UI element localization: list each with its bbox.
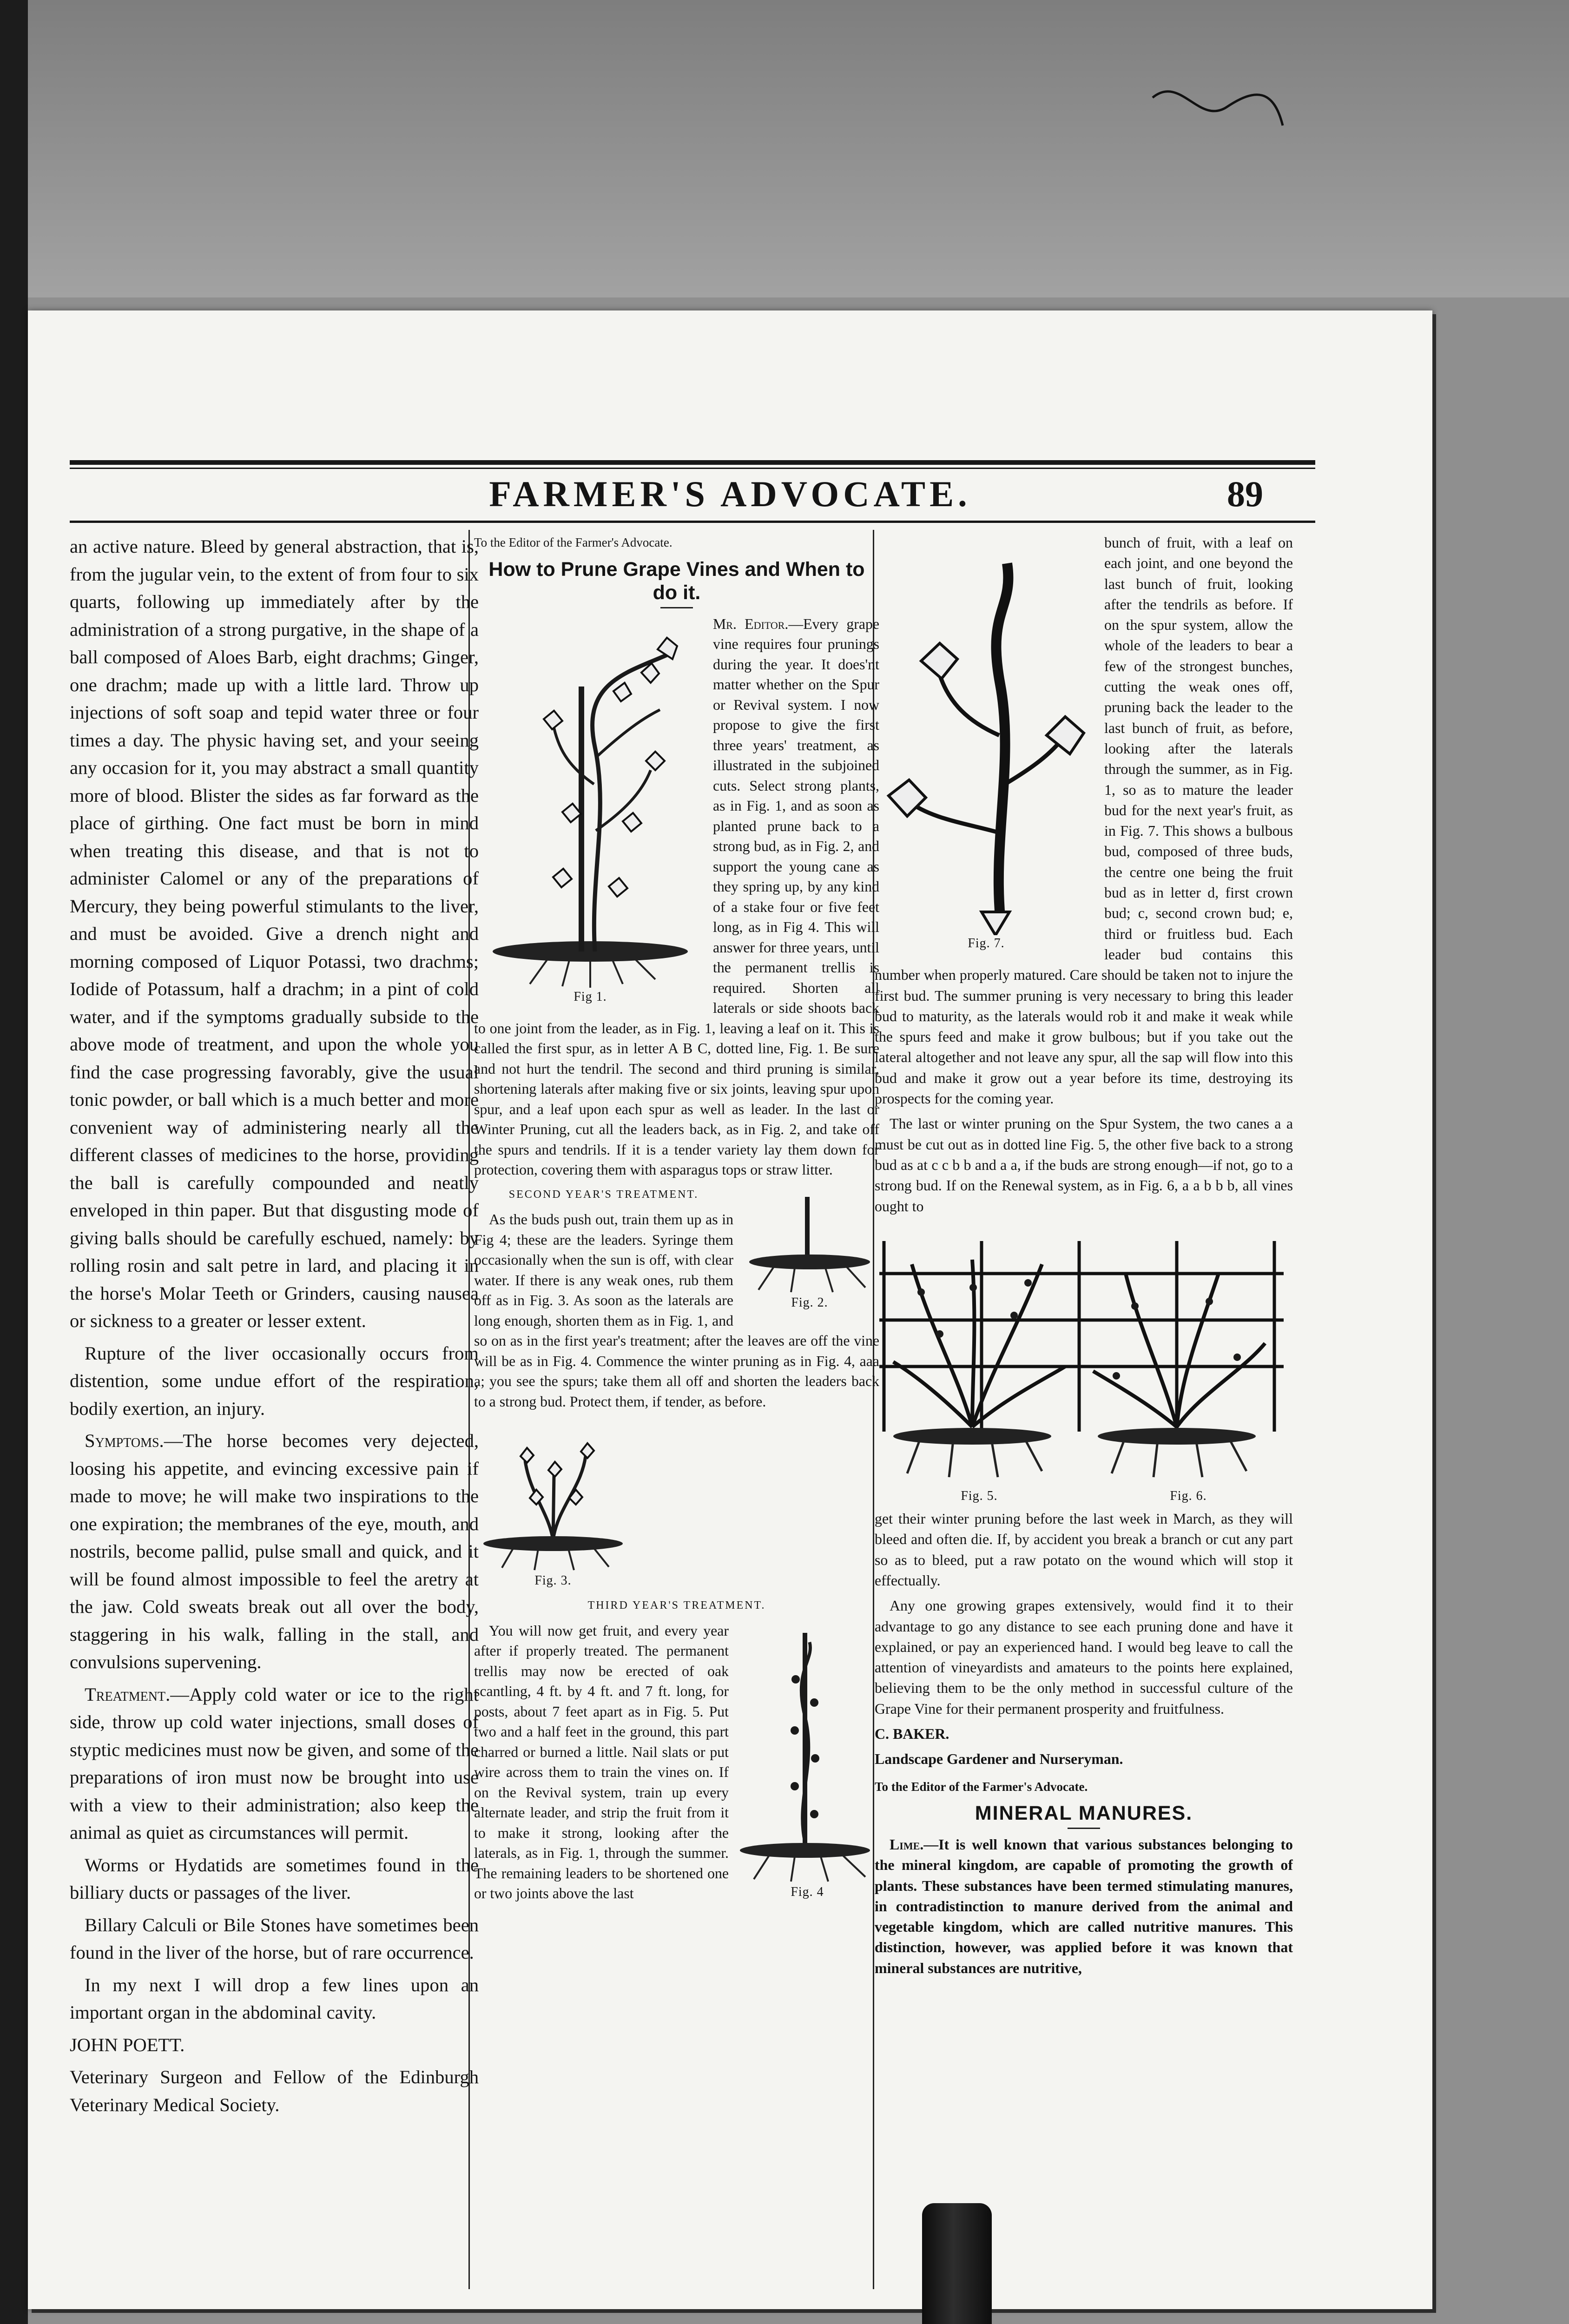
author-title: Landscape Gardener and Nurseryman. <box>875 1751 1123 1768</box>
header-rule <box>70 468 1315 469</box>
paragraph: Rupture of the liver occasionally occurs from distention, some undue effort of the respiration, bodily exertion, an injury. <box>70 1342 479 1419</box>
paragraph-text: As the buds push out, train them up as in Fig 4; these are the leaders. Syringe them occasionally when the sun is off, with clear water. If there is any weak ones, rub them off as in Fig. 3. As soon as the laterals are long enough, shorten them as in Fig. 1, and so on as in the first year's treatment; after the leaves are off the vine will be as in Fig. 4. Commence the winter pruning as in Fig. 4, aaa a; you see the spurs; take them all off and shorten the leaders back to a strong bud. Protect them, if tender, as before. <box>474 1211 879 1410</box>
run-in-head: Lime. <box>890 1836 924 1853</box>
column-veterinary <box>70 533 479 2308</box>
figure-caption: Fig. 7. <box>968 936 1005 951</box>
scan-background-top <box>28 0 1569 297</box>
author-signature: JOHN POETT. <box>70 2034 185 2055</box>
figure-7 <box>875 535 1098 951</box>
staked-vine-illustration <box>735 1624 879 1884</box>
paragraph: In my next I will drop a few lines upon an important organ in the abdominal cavity. <box>70 1974 479 2023</box>
figure-caption: Fig 1. <box>574 989 607 1004</box>
title-rule <box>660 607 693 608</box>
newspaper-page <box>28 310 1432 2309</box>
figure-3 <box>474 1419 632 1588</box>
page-clip <box>922 2203 992 2324</box>
trellis-illustration <box>875 1222 1293 1483</box>
figure-caption: Fig. 2. <box>791 1295 828 1310</box>
paragraph: an active nature. Bleed by general abstraction, that is, from the jugular vein, to the extent of from four to six quarts, following up immediately after by the administration of a strong purgative, in the shape of a ball composed of Aloes Barb, eight drachms; Ginger, one drachm; made up with a little lard. Throw up injections of soft soap and tepid water three or four times a day. The physic having set, and your seeing any occasion for it, you may abstract a small quantity more of blood. Blister the sides as far forward as the place of girthing. One fact must be born in mind when treating this disease, and that is not to administer Calomel or any of the preparations of Mercury, they being powerful stimulants to the liver, and must be avoided. Give a drench night and morning composed of Liquor Potassi, two drachms; Iodide of Potassum, half a drachm; in a pint of cold water, and if the symptoms gradually subside to the above mode of treatment, and upon the whole you find the case progressing favorably, give the usual tonic powder, or ball which is a much better and more convenient way of administering nearly all the different classes of medicines to the horse, providing the ball is carefully compounded and neatly enveloped in thin paper. But that disgusting mode of giving balls should be carefully eschued, namely: by rolling rosin and salt petre in lard, and placing it in the horse's Molar Teeth or Grinders, causing nausea or sickness to a greater or lesser extent. <box>70 536 479 1331</box>
run-in-head: Mr. Editor. <box>713 615 789 632</box>
masthead-title: FARMER'S ADVOCATE. <box>489 474 971 514</box>
title-rule <box>1068 1828 1100 1829</box>
article-title: How to Prune Grape Vines and When to do it. <box>488 558 865 604</box>
author-title: Veterinary Surgeon and Fellow of the Edinburgh Veterinary Medical Society. <box>70 2067 479 2115</box>
column-grape-pruning <box>474 533 879 2308</box>
figure-caption: Fig. 4 <box>791 1884 824 1899</box>
paragraph: get their winter pruning before the last week in March, as they will bleed and often die. If, by accident you break a branch or cut any part so as to bleed, put a raw potato on the wound which will stop it effectually. <box>875 1511 1293 1589</box>
figure-4 <box>735 1624 879 1900</box>
scratch-mark <box>1143 70 1292 163</box>
paragraph <box>70 1427 479 1676</box>
paragraph-text: —It is well known that various substances belonging to the mineral kingdom, are capable of promoting the growth of plants. These substances have been termed stimulating manures, in contradistinction to manure derived from the animal and vegetable kingdom, which are called nutritive manures. This distinction, however, was applied before it was known that mineral substances are nutritive, <box>875 1836 1293 1976</box>
paragraph <box>70 1681 479 1847</box>
figure-2 <box>740 1188 879 1310</box>
paragraph: Worms or Hydatids are sometimes found in the billiary ducts or passages of the liver. <box>70 1854 479 1903</box>
run-in-head: Treatment. <box>85 1684 171 1705</box>
paragraph-text: —Apply cold water or ice to the right side, throw up cold water injections, small doses of styptic medicines must now be given, and some of the preparations of iron must now be brought into use with a view to their administration; also keep the animal as quiet as circumstances will permit. <box>70 1684 479 1843</box>
paragraph: Any one growing grapes extensively, would find it to their advantage to go any distance to see each pruning done and have it explained, or pay an experienced hand. I would beg leave to call the attention of vineyardists and amateurs to the points here explained, believing them to be the only method in successful culture of the Grape Vine for their permanent prosperity and fruitfulness. <box>875 1598 1293 1717</box>
figure-caption: Fig. 6. <box>1170 1489 1207 1504</box>
paragraph: You will now get fruit, and every year after if properly treated. The permanent trellis may now be erected of oak scantling, 4 ft. by 4 ft. and 7 ft. long, for posts, about 7 feet apart as in Fig. 5. Put two and a half feet in the ground, this part charred or burned a little. Nail slats or put wire across them to train the vines on. If on the Revival system, train up every alternate leader, and strip the fruit from it to make it strong, looking after the laterals, as in Fig. 1, through the summer. The remaining leaders to be shortened one or two joints above the last <box>474 1622 729 1901</box>
run-in-head: Symptoms. <box>85 1430 164 1451</box>
column-grape-pruning-continued <box>875 533 1293 2308</box>
bulbous-bud-illustration <box>875 535 1098 935</box>
figure-captions-row <box>875 1488 1293 1504</box>
section-heading: SECOND YEAR'S TREATMENT. <box>508 1188 699 1201</box>
paragraph: Billary Calculi or Bile Stones have sometimes been found in the liver of the horse, but of rare occurrence. <box>70 1914 479 1963</box>
paragraph: The last or winter pruning on the Spur System, the two canes a a must be cut out as in dotted line Fig. 5, the other five back to a strong bud as at c c b b and a a, if the buds are strong enough—if not, go to a strong bud. If on the Renewal system, as in Fig. 6, a a b b b, all vines ought to <box>875 1116 1293 1215</box>
grape-vine-illustration <box>474 617 706 989</box>
paragraph: bunch of fruit, with a leaf on each joint, and one beyond the last bunch of fruit, looking after the tendrils as before. If on the spur system, allow the whole of the leaders to bear a few of the strongest bunches, cutting the weak ones off, pruning back the leader to the last bunch of fruit, as before, looking after the laterals through the summer, as in Fig. 1, so as to mature the leader bud for the next year's fruit, as in Fig. 7. This shows a bulbous bud, composed of three buds, the centre one being the fruit bud as in letter d, first crown bud; c, second crown bud; e, third or fruitless bud. Each leader bud contains this number when properly matured. Care should be taken not to injure the first bud. The summer pruning is very necessary to bring this leader bud to maturity, as the laterals would rob it and make it weak while the spurs feed and make it grow bulbous; but if you take out the lateral altogether and not leave any spur, all the sap will flow into this bud and make it grow out a year before its time, destroying its prospects for the coming year. <box>875 535 1293 1107</box>
author-signature: C. BAKER. <box>875 1726 949 1743</box>
letter-heading: To the Editor of the Farmer's Advocate. <box>474 535 672 549</box>
page-number: 89 <box>1227 474 1263 514</box>
figure-5-and-6 <box>875 1222 1293 1504</box>
film-edge-left <box>0 0 28 2324</box>
paragraph-text: —The horse becomes very dejected, loosing his appetite, and evincing excessive pain if made to move; he will make two inspirations to the one expiration; the membranes of the eye, mouth, and nostrils, become pallid, pulse small and quick, and it will be found almost impossible to feel the aretry at the jaw. Cold sweats break out all over the body, staggering in his walk, falling in the stall, and convulsions supervening. <box>70 1430 479 1672</box>
article-title: MINERAL MANURES. <box>975 1802 1193 1824</box>
header-rule <box>70 460 1315 465</box>
figure-1 <box>474 617 706 1004</box>
section-heading: THIRD YEAR'S TREATMENT. <box>587 1599 766 1611</box>
header-rule <box>70 521 1315 523</box>
letter-heading: To the Editor of the Farmer's Advocate. <box>875 1779 1088 1794</box>
paragraph <box>875 1835 1293 1979</box>
paragraph-text: —Every grape vine requires four prunings during the year. It does'nt matter whether on the Spur or Revival system. I now propose to give the first three years' treatment, as illustrated in the subjoined cuts. Select strong plants, as in Fig. 1, and as soon as planted prune back to a strong bud, as in Fig. 2, and support the young cane as they spring up, by any kind of a stake four or five feet long, as in Fig 4. This will answer for three years, until the permanent trellis is required. Shorten all laterals or side shoots back to one joint from the leader, as in Fig. 1, leaving a leaf on it. This is called the first spur, as in letter A B C, dotted line, Fig. 1. Be sure and not hurt the tendril. The second and third pruning is similar, shortening laterals after making five or six joints, leaving spur upon spur, and a leaf upon each spur as well as leader. In the last or Winter Pruning, cut all the leaders back, as in Fig. 2, and take off the spurs and tendrils. If it is a tender variety lay them down for protection, covering them with asparagus tops or straw litter. <box>474 615 879 1178</box>
figure-caption: Fig. 5. <box>961 1489 998 1504</box>
pruned-cutting-illustration <box>740 1188 879 1294</box>
young-vine-illustration <box>474 1419 632 1572</box>
figure-caption: Fig. 3. <box>534 1573 572 1588</box>
